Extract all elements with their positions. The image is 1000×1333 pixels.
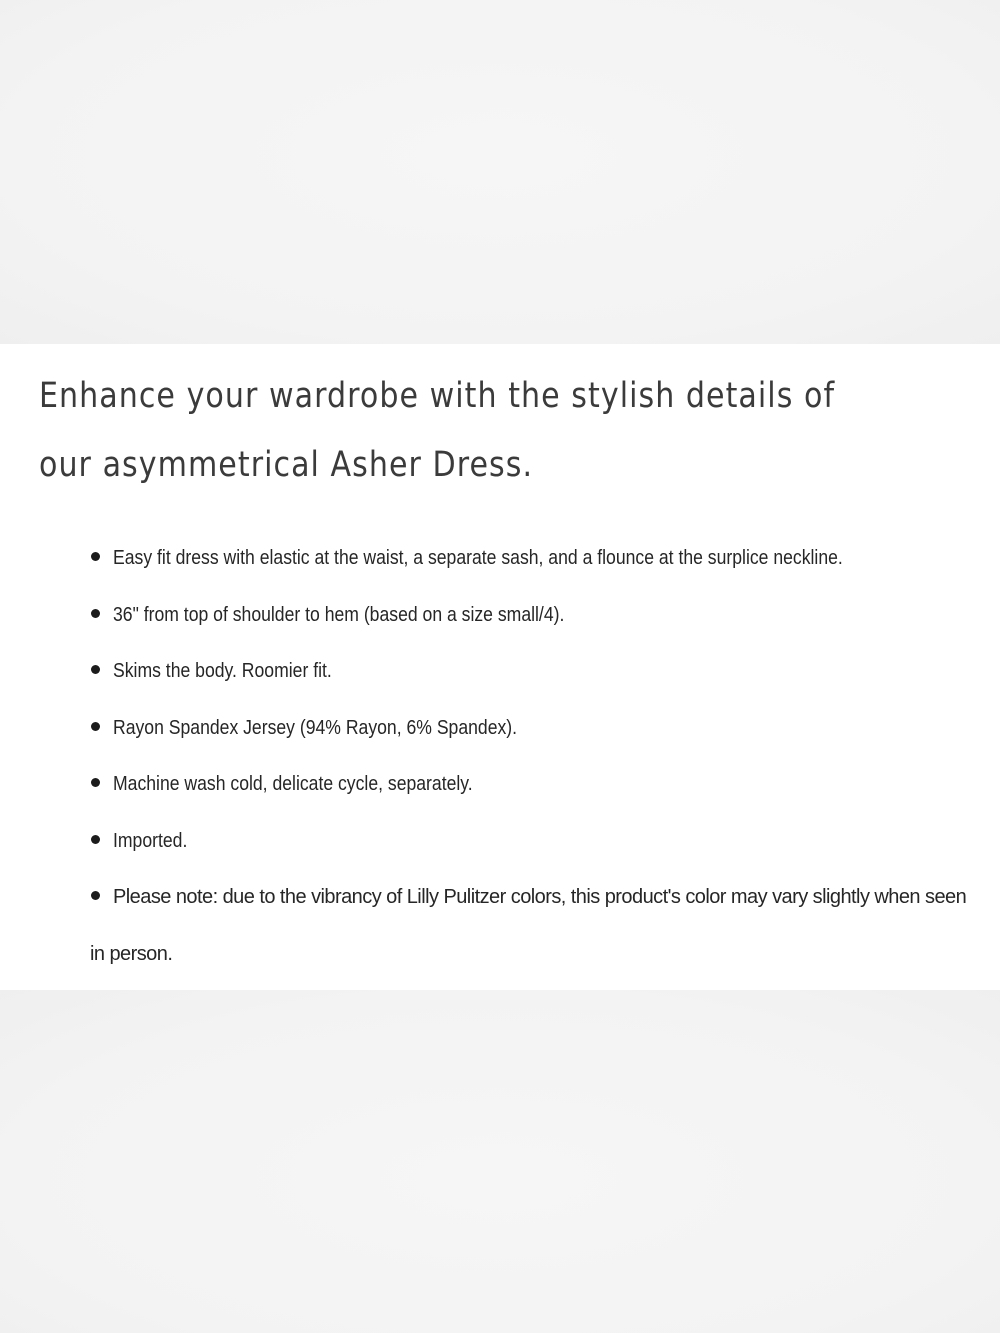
bullet-icon — [91, 722, 100, 731]
feature-text: 36" from top of shoulder to hem (based on a size small/4). — [113, 603, 565, 626]
product-headline: Enhance your wardrobe with the stylish details of our asymmetrical Asher Dress. — [39, 376, 836, 485]
feature-text: Imported. — [113, 829, 188, 852]
bullet-icon — [91, 835, 100, 844]
list-item — [90, 700, 970, 757]
feature-text: Machine wash cold, delicate cycle, separately. — [113, 773, 473, 795]
feature-list — [90, 530, 970, 982]
feature-text: Please note: due to the vibrancy of Lilly Pulitzer colors, this product's color may vary slightly when seen in person. — [90, 886, 967, 965]
list-item — [90, 587, 970, 644]
bullet-icon — [91, 665, 100, 674]
list-item — [90, 756, 970, 813]
bullet-icon — [91, 552, 100, 561]
list-item — [90, 813, 970, 870]
top-blank-area — [0, 0, 1000, 344]
feature-text: Rayon Spandex Jersey (94% Rayon, 6% Spandex). — [113, 716, 518, 739]
bullet-icon — [91, 778, 100, 787]
bottom-blank-area — [0, 990, 1000, 1333]
feature-text: Easy fit dress with elastic at the waist, a separate sash, and a flounce at the surplice neckline. — [113, 547, 843, 569]
bullet-icon — [91, 609, 100, 618]
list-item — [90, 643, 970, 700]
bullet-icon — [91, 891, 100, 900]
feature-text: Skims the body. Roomier fit. — [113, 660, 332, 682]
list-item — [90, 869, 970, 982]
list-item — [90, 530, 970, 587]
